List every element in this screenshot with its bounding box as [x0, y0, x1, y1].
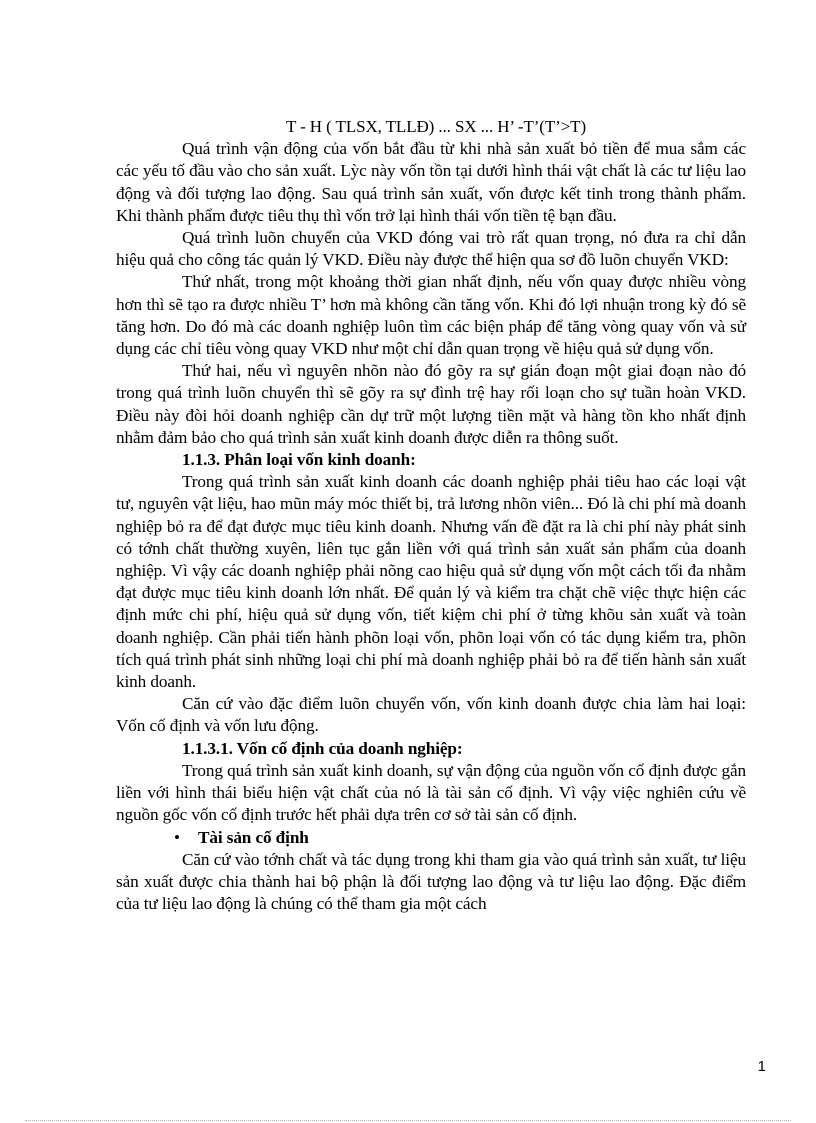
section-heading-fixed-capital: 1.1.3.1. Vốn cố định của doanh nghiệp:: [182, 738, 463, 758]
page-divider: [25, 1120, 791, 1121]
paragraph-first-point: Thứ nhất, trong một khoảng thời gian nhất định, nếu vốn quay được nhiều vòng hơn thì sẽ tạo ra được nhiều T’ hơn mà không cần tăng vốn. Khi đó lợi nhuận trong kỳ đó sẽ tăng hơn. Do đó mà các doanh nghiệp luôn tìm các biện pháp để tăng vòng quay vốn và sử dụng các chỉ tiêu vòng quay VKD như một chỉ dẫn quan trọng về hiệu quả sử dụng vốn.: [116, 272, 746, 359]
document-page: [116, 116, 746, 915]
paragraph-fixed-capital: Trong quá trình sản xuất kinh doanh, sự vận động của nguồn vốn cố định được gắn liền với hình thái biểu hiện vật chất của nó là tài sản cố định. Vì vậy việc nghiên cứu về nguồn gốc vốn cố định trước hết phải dựa trên cơ sở tài sản cố định.: [116, 760, 746, 825]
page-number: 1: [757, 1058, 766, 1075]
section-heading-capital-classification: 1.1.3. Phân loại vốn kinh doanh:: [182, 450, 416, 470]
paragraph-fixed-assets: Căn cứ vào tớnh chất và tác dụng trong khi tham gia vào quá trình sản xuất, tư liệu sản xuất được chia thành hai bộ phận là đối tượng lao động và tư liệu lao động. Đặc điểm của tư liệu lao động là chúng có thể tham gia một cách: [116, 849, 746, 914]
bullet-dot-icon: •: [174, 827, 180, 847]
capital-circulation-formula: T - H ( TLSX, TLLĐ) ... SX ... H’ -T’(T’>T): [285, 117, 587, 136]
bullet-label: Tài sản cố định: [198, 827, 309, 847]
paragraph-capital-movement: Quá trình vận động của vốn bắt đầu từ khi nhà sản xuất bỏ tiền để mua sắm các các yếu tố đầu vào cho sản xuất. Lỳc này vốn tồn tại dưới hình thái vật chất là các tư liệu lao động và đối tượng lao động. Sau quá trình sản xuất, vốn được kết tinh trong thành phẩm. Khi thành phẩm được tiêu thụ thì vốn trở lại hình thái vốn tiền tệ bạn đầu.: [116, 139, 746, 225]
paragraph-classification-intro: Trong quá trình sản xuất kinh doanh các doanh nghiệp phải tiêu hao các loại vật tư, nguyên vật liệu, hao mũn máy móc thiết bị, trả lương nhõn viên... Đó là chi phí mà doanh nghiệp bỏ ra để đạt được mục tiêu kinh doanh. Nhưng vấn đề đặt ra là chi phí này phát sinh có tớnh chất thường xuyên, liên tục gắn liền với quá trình sản xuất sản phẩm của doanh nghiệp. Vì vậy các doanh nghiệp phải nõng cao hiệu quả sử dụng vốn một cách tối đa nhằm đạt được mục tiêu kinh doanh lớn nhất. Để quản lý và kiểm tra chặt chẽ việc thực hiện các định mức chi phí, hiệu quả sử dụng vốn, tiết kiệm chi phí ở từng khõu sản xuất và toàn doanh nghiệp. Cần phải tiến hành phõn loại vốn, phõn loại vốn có tác dụng kiểm tra, phõn tích quá trình phát sinh những loại chi phí mà doanh nghiệp phải bỏ ra để tiến hành sản xuất kinh doanh.: [116, 472, 746, 692]
paragraph-circulation-role: Quá trình luõn chuyển của VKD đóng vai trò rất quan trọng, nó đưa ra chỉ dẫn hiệu quả cho công tác quản lý VKD. Điều này được thể hiện qua sơ đồ luõn chuyển VKD:: [116, 228, 746, 270]
paragraph-second-point: Thứ hai, nếu vì nguyên nhõn nào đó gõy ra sự gián đoạn một giai đoạn nào đó trong quá trình luõn chuyển thì sẽ gõy ra sự đình trệ hay rối loạn cho sự tuần hoàn VKD. Điều này đòi hỏi doanh nghiệp cần dự trữ một lượng tiền mặt và hàng tồn kho nhất định nhằm đảm bảo cho quá trình sản xuất kinh doanh được diễn ra thông suốt.: [116, 361, 746, 447]
bullet-fixed-assets: [116, 827, 746, 849]
paragraph-classification-basis: Căn cứ vào đặc điểm luõn chuyển vốn, vốn kinh doanh được chia làm hai loại: Vốn cố định và vốn lưu động.: [116, 694, 746, 736]
